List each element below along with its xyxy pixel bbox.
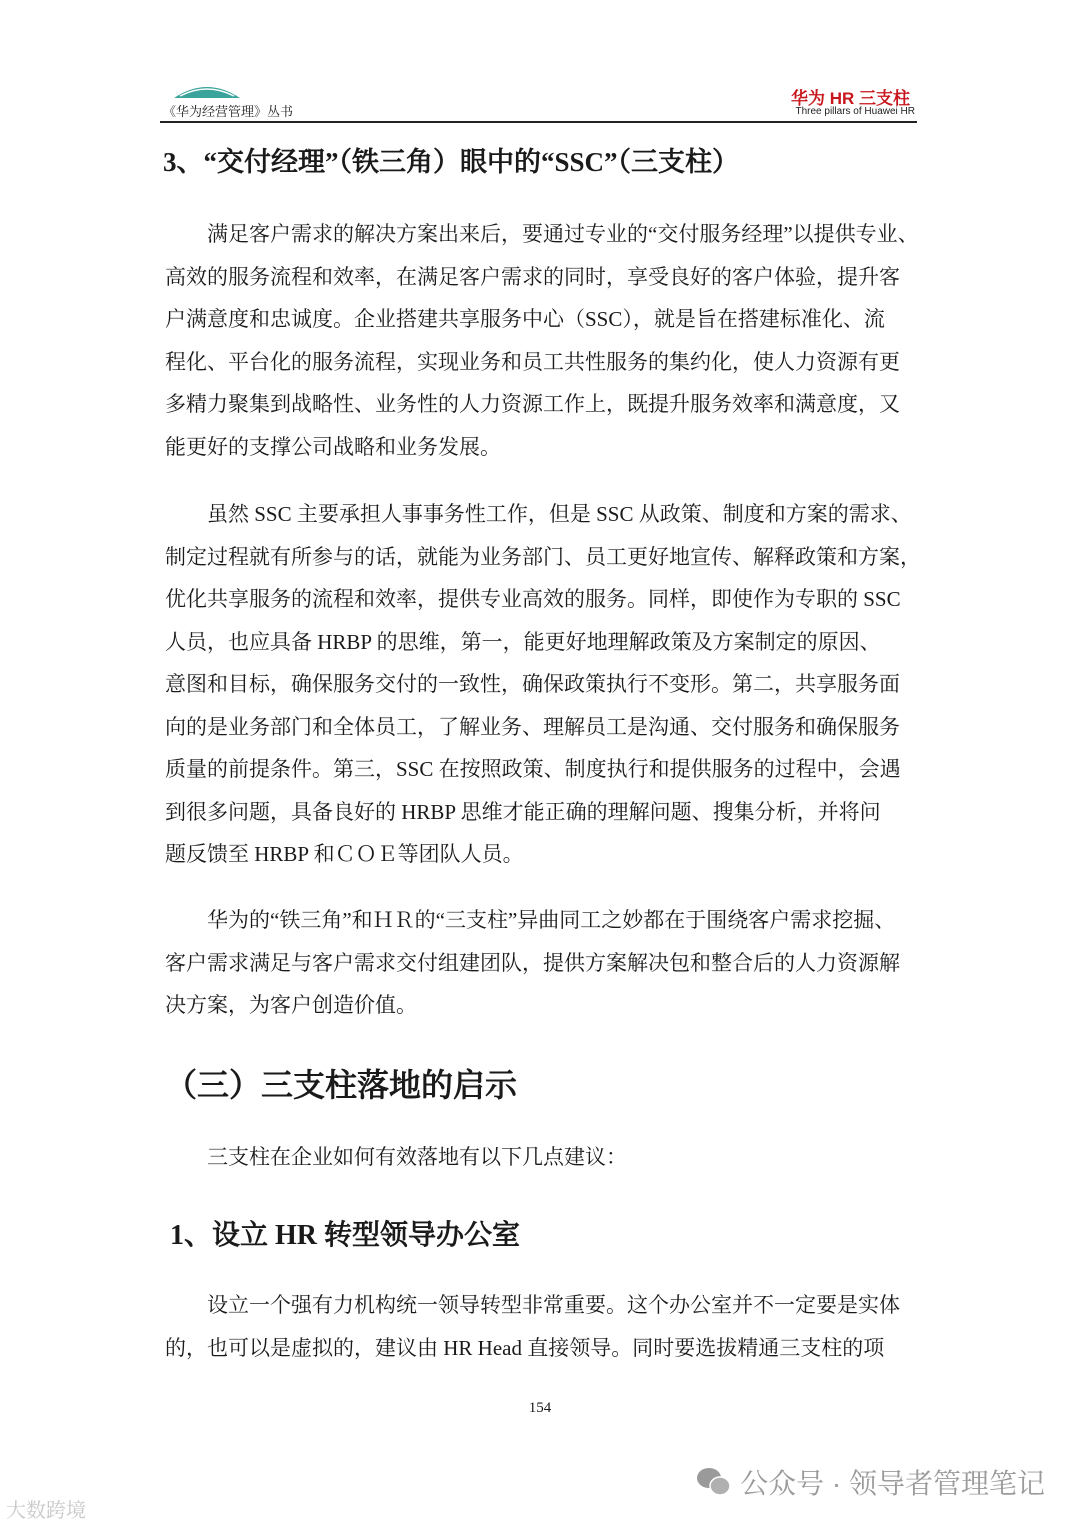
watermark-brand: 大数跨境	[6, 1500, 86, 1522]
text-line: 客户需求满足与客户需求交付组建团队，提供方案解决包和整合后的人力资源解	[165, 950, 900, 975]
text-line: 三支柱在企业如何有效落地有以下几点建议：	[207, 1145, 627, 1169]
paragraph-4	[165, 1136, 925, 1179]
text-line: 高效的服务流程和效率，在满足客户需求的同时，享受良好的客户体验，提升客	[165, 264, 900, 289]
text-line: 的，也可以是虚拟的，建议由 HR Head 直接领导。同时要选拔精通三支柱的项	[165, 1335, 885, 1360]
text-line: 设立一个强有力机构统一领导转型非常重要。这个办公室并不一定要是实体	[207, 1293, 900, 1317]
page-number: 154	[528, 1400, 552, 1416]
text-line: 质量的前提条件。第三，SSC 在按照政策、制度执行和提供服务的过程中，会遇	[165, 757, 901, 781]
text-line: 华为的“铁三角”和ＨＲ的“三支柱”异曲同工之妙都在于围绕客户需求挖掘、	[207, 908, 896, 932]
watermark-wechat	[696, 1462, 1045, 1502]
paragraph-5	[165, 1284, 925, 1369]
text-line: 人员，也应具备 HRBP 的思维，第一，能更好地理解政策及方案制定的原因、	[165, 629, 881, 654]
paragraph-2	[165, 493, 925, 876]
text-line: 程化、平台化的服务流程，实现业务和员工共性服务的集约化，使人力资源有更	[165, 349, 900, 374]
paragraph-3	[165, 899, 925, 1027]
text-line: 虽然 SSC 主要承担人事事务性工作，但是 SSC 从政策、制度和方案的需求、	[207, 502, 912, 526]
text-line: 户满意度和忠诚度。企业搭建共享服务中心（SSC），就是旨在搭建标准化、流	[165, 307, 885, 331]
text-line: 向的是业务部门和全体员工，了解业务、理解员工是沟通、交付服务和确保服务	[165, 714, 900, 739]
section-heading-insights: （三）三支柱落地的启示	[165, 1067, 518, 1103]
text-line: 制定过程就有所参与的话，就能为业务部门、员工更好地宣传、解释政策和方案，	[165, 544, 921, 569]
section-heading-ssc: 3、“交付经理”（铁三角）眼中的“SSC”（三支柱）	[163, 147, 740, 177]
series-logo-icon	[172, 80, 242, 100]
text-line: 满足客户需求的解决方案出来后，要通过专业的“交付服务经理”以提供专业、	[207, 222, 919, 246]
text-line: 决方案，为客户创造价值。	[165, 993, 417, 1017]
text-line: 题反馈至 HRBP 和ＣＯＥ等团队人员。	[165, 842, 524, 866]
header-rule	[160, 121, 917, 123]
paragraph-1	[165, 213, 925, 468]
watermark-text: 公众号 · 领导者管理笔记	[740, 1468, 1045, 1499]
text-line: 优化共享服务的流程和效率，提供专业高效的服务。同样，即使作为专职的 SSC	[165, 587, 901, 611]
text-line: 意图和目标，确保服务交付的一致性，确保政策执行不变形。第二，共享服务面	[165, 672, 900, 696]
text-line: 多精力聚集到战略性、业务性的人力资源工作上，既提升服务效率和满意度，又	[165, 392, 900, 416]
subsection-heading-hr-office: 1、设立 HR 转型领导办公室	[170, 1220, 521, 1251]
text-line: 到很多问题，具备良好的 HRBP 思维才能正确的理解问题、搜集分析，并将问	[165, 799, 881, 824]
header-title-en: Three pillars of Huawei HR	[795, 106, 915, 117]
header-title-cn: 华为 HR 三支柱	[791, 89, 910, 108]
book-series-label: 《华为经营管理》丛书	[163, 104, 294, 119]
text-line: 能更好的支撑公司战略和业务发展。	[165, 434, 501, 459]
wechat-icon	[696, 1466, 732, 1498]
